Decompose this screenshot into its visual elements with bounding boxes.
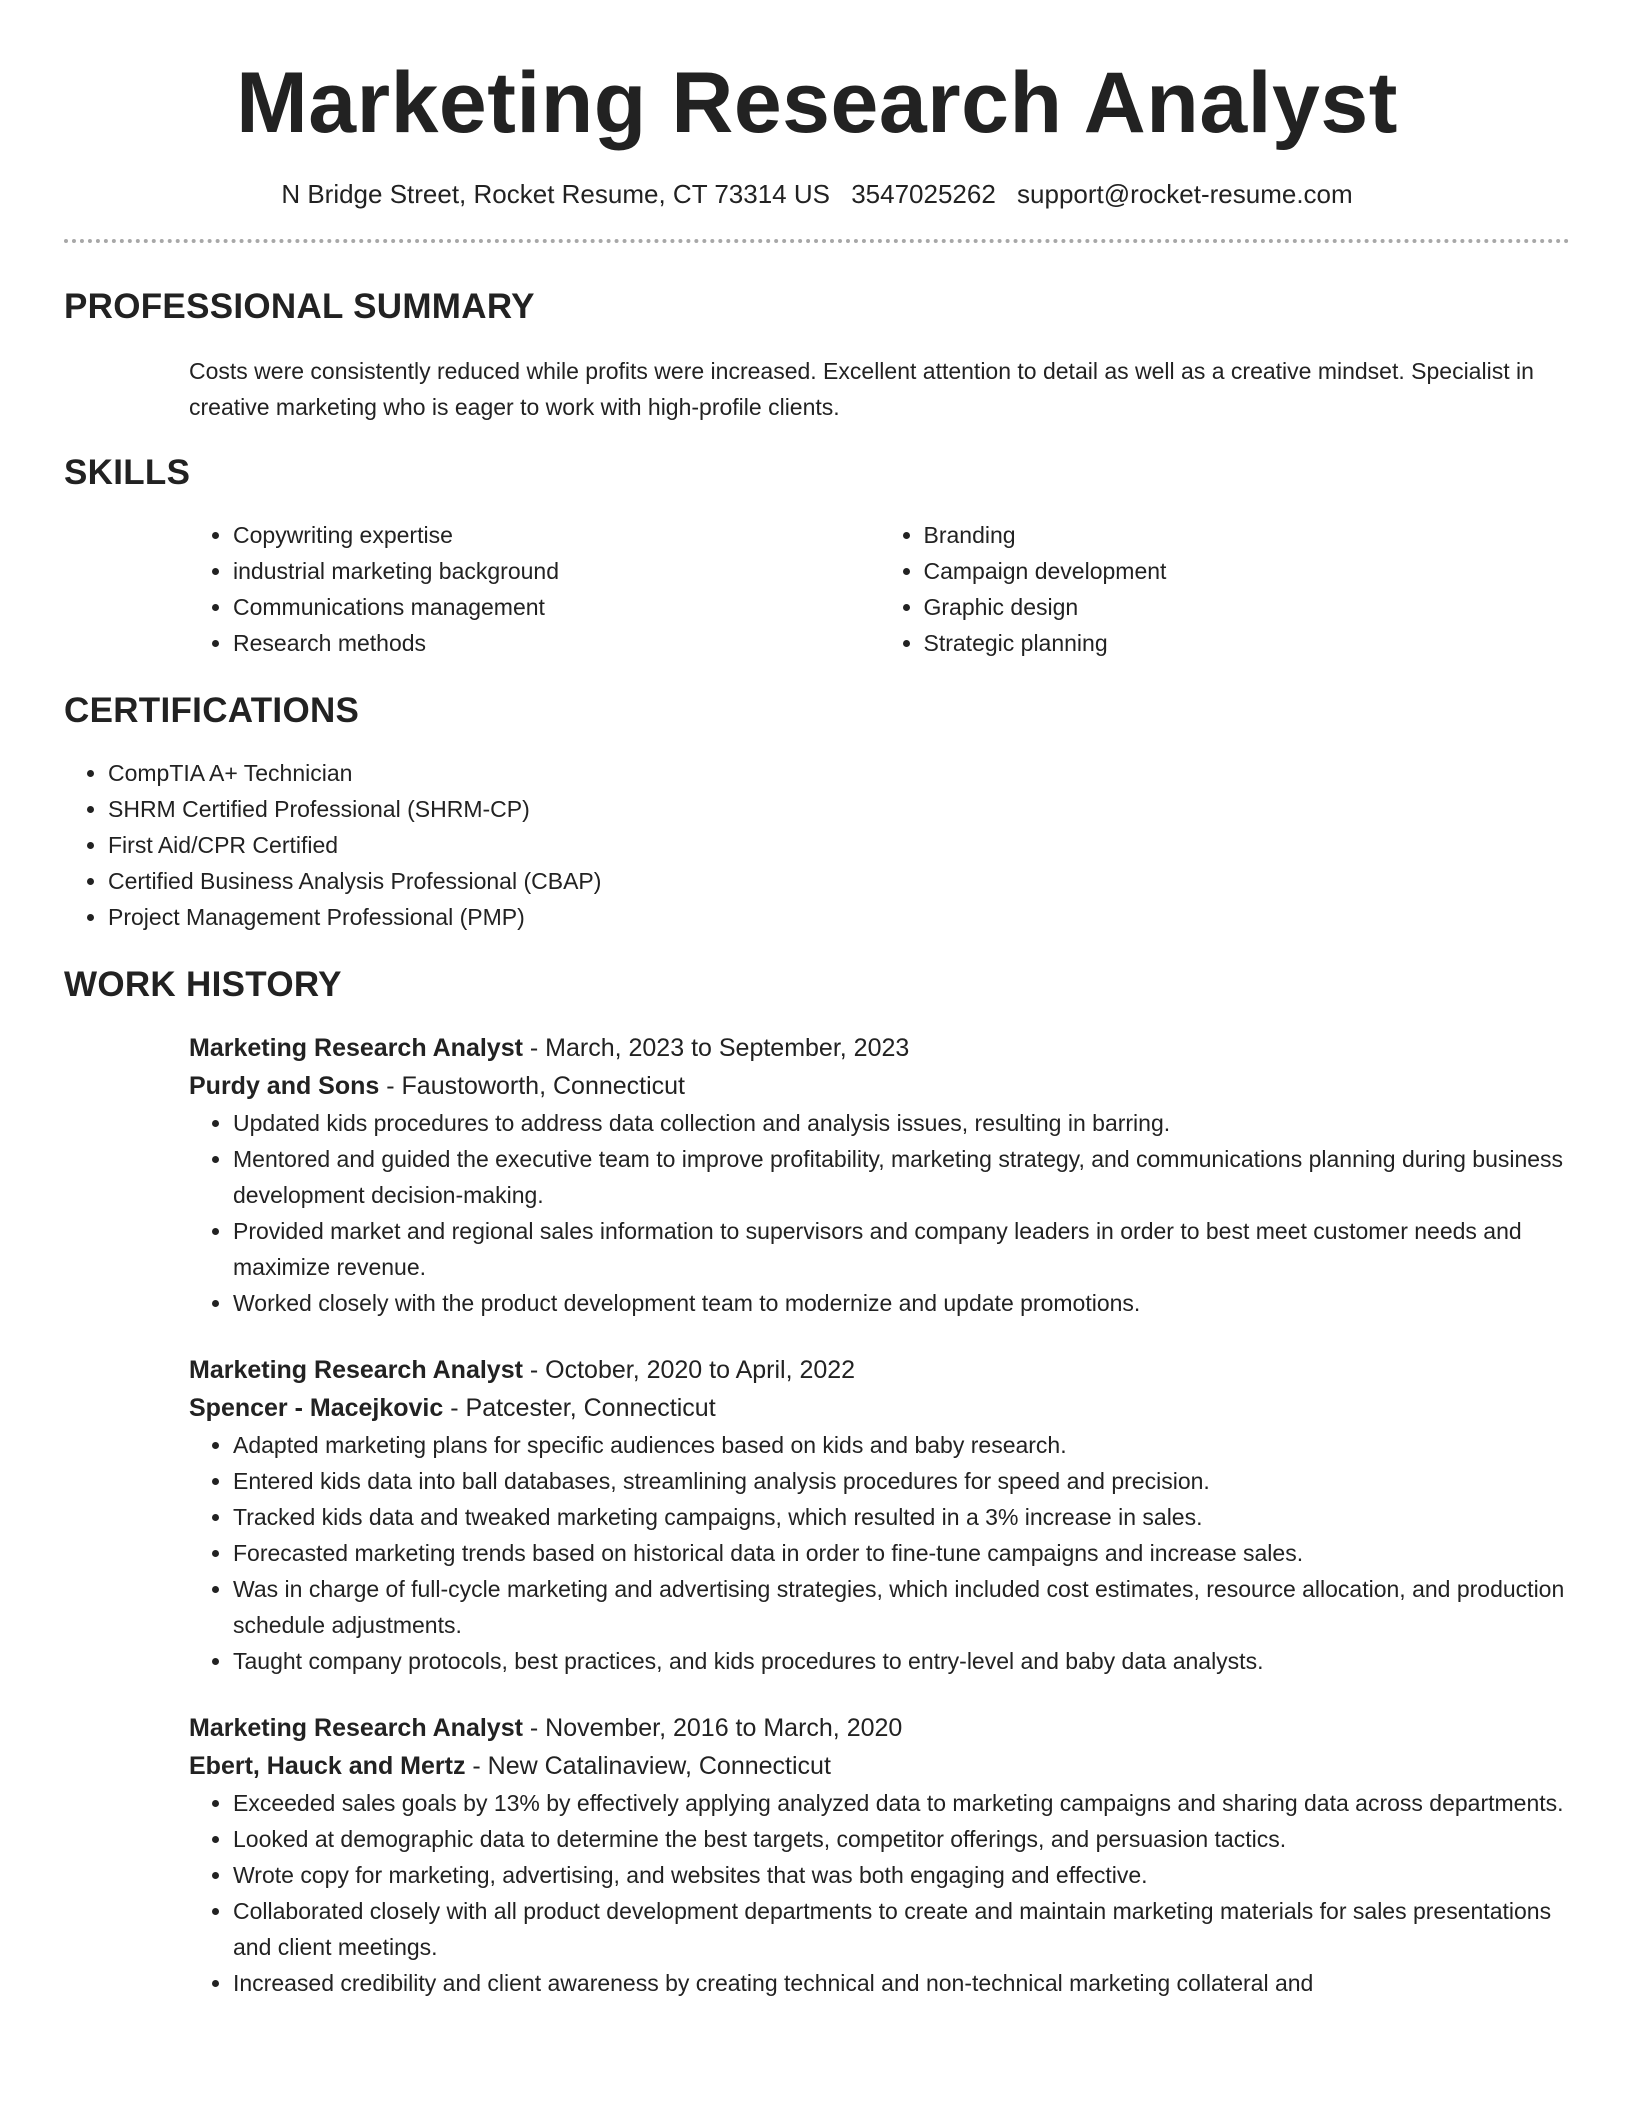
work-history-section [64, 965, 1570, 2001]
skill-item: • Copywriting expertise [233, 517, 880, 553]
phone: 3547025262 [851, 179, 996, 209]
skills-column-left [189, 517, 880, 661]
skill-item: • Communications management [233, 589, 880, 625]
job-bullet: • Adapted marketing plans for specific audiences based on kids and baby research. [233, 1427, 1570, 1463]
job-dates: - March, 2023 to September, 2023 [522, 1034, 910, 1062]
job-location: - New Catalinaview, Connecticut [465, 1752, 831, 1780]
email: support@rocket-resume.com [1017, 179, 1353, 209]
skill-item: • Research methods [233, 625, 880, 661]
page-title: Marketing Research Analyst [236, 55, 1398, 151]
job-bullet: • Looked at demographic data to determine the best targets, competitor offerings, and persuasion tactics. [233, 1821, 1570, 1857]
skill-item: • Campaign development [924, 553, 1571, 589]
job-bullet: • Tracked kids data and tweaked marketing campaigns, which resulted in a 3% increase in sales. [233, 1499, 1570, 1535]
certification-item: • Project Management Professional (PMP) [108, 899, 1570, 935]
job-bullets [189, 1427, 1570, 1679]
skill-item: • Graphic design [924, 589, 1571, 625]
job-title-line [189, 1709, 1570, 1747]
section-title-work-history: WORK HISTORY [64, 965, 342, 1004]
summary-section [64, 287, 1570, 425]
job-bullets [189, 1105, 1570, 1321]
certification-item: • Certified Business Analysis Professional (CBAP) [108, 863, 1570, 899]
header-divider [64, 239, 1570, 243]
skill-item: • Strategic planning [924, 625, 1571, 661]
job-bullet: • Mentored and guided the executive team to improve profitability, marketing strategy, and communications planning during business development decision-making. [233, 1141, 1570, 1213]
job-dates: - October, 2020 to April, 2022 [522, 1356, 856, 1384]
job-company: Ebert, Hauck and Mertz [189, 1752, 466, 1780]
skills-column-right [880, 517, 1571, 661]
job-company-line [189, 1747, 1570, 1785]
job-role: Marketing Research Analyst [189, 1714, 523, 1742]
job-location: - Faustoworth, Connecticut [379, 1072, 686, 1100]
job-bullet: • Provided market and regional sales information to supervisors and company leaders in order to best meet customer needs and maximize revenue. [233, 1213, 1570, 1285]
job-company: Spencer - Macejkovic [189, 1394, 444, 1422]
summary-text: Costs were consistently reduced while profits were increased. Excellent attention to detail as well as a creative mindset. Specialist in creative marketing who is eager to work with high-profile clients. [189, 358, 1534, 420]
job-bullet: • Entered kids data into ball databases, streamlining analysis procedures for speed and precision. [233, 1463, 1570, 1499]
job-bullet: • Worked closely with the product development team to modernize and update promotions. [233, 1285, 1570, 1321]
job-title-line [189, 1029, 1570, 1067]
job-bullet: • Increased credibility and client awareness by creating technical and non-technical marketing collateral and [233, 1965, 1570, 2001]
section-title-skills: SKILLS [64, 453, 191, 492]
job-company-line [189, 1067, 1570, 1105]
job-role: Marketing Research Analyst [189, 1034, 523, 1062]
skills-section [64, 453, 1570, 661]
skill-item: • industrial marketing background [233, 553, 880, 589]
job-role: Marketing Research Analyst [189, 1356, 523, 1384]
certification-item: • SHRM Certified Professional (SHRM-CP) [108, 791, 1570, 827]
certification-item: • CompTIA A+ Technician [108, 755, 1570, 791]
certifications-list [64, 755, 1570, 935]
job-bullet: • Wrote copy for marketing, advertising, and websites that was both engaging and effective. [233, 1857, 1570, 1893]
job-bullet: • Exceeded sales goals by 13% by effectively applying analyzed data to marketing campaigns and sharing data across departments. [233, 1785, 1570, 1821]
job-bullet: • Was in charge of full-cycle marketing and advertising strategies, which included cost estimates, resource allocation, and production schedule adjustments. [233, 1571, 1570, 1643]
address: N Bridge Street, Rocket Resume, CT 73314 US [281, 179, 830, 209]
job-bullet: • Forecasted marketing trends based on historical data in order to fine-tune campaigns and increase sales. [233, 1535, 1570, 1571]
job-title-line [189, 1351, 1570, 1389]
section-title-summary: PROFESSIONAL SUMMARY [64, 287, 535, 326]
certification-item: • First Aid/CPR Certified [108, 827, 1570, 863]
job-dates: - November, 2016 to March, 2020 [522, 1714, 903, 1742]
job-location: - Patcester, Connecticut [443, 1394, 716, 1422]
job-entry [189, 1029, 1570, 1321]
section-title-certifications: CERTIFICATIONS [64, 691, 360, 730]
job-entry [189, 1351, 1570, 1679]
job-bullet: • Collaborated closely with all product development departments to create and maintain marketing materials for sales presentations and client meetings. [233, 1893, 1570, 1965]
job-bullets [189, 1785, 1570, 2001]
resume-page [64, 0, 1570, 2001]
job-company: Purdy and Sons [189, 1072, 380, 1100]
contact-info [64, 178, 1570, 210]
job-bullet: • Updated kids procedures to address data collection and analysis issues, resulting in barring. [233, 1105, 1570, 1141]
job-company-line [189, 1389, 1570, 1427]
certifications-section [64, 691, 1570, 935]
skills-list [189, 517, 1570, 661]
skill-item: • Branding [924, 517, 1571, 553]
job-entry [189, 1709, 1570, 2001]
job-bullet: • Taught company protocols, best practices, and kids procedures to entry-level and baby data analysts. [233, 1643, 1570, 1679]
